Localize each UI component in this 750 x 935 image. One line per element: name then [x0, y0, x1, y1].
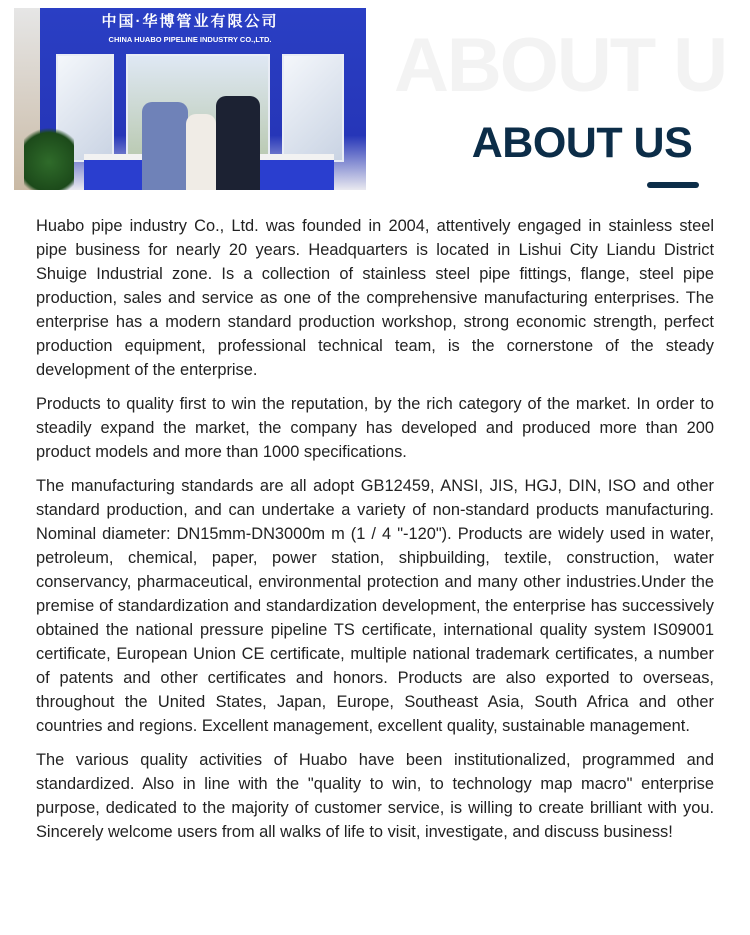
title-underline	[647, 182, 699, 188]
person	[216, 96, 260, 190]
about-text	[36, 214, 714, 854]
paragraph: Products to quality first to win the reputation, by the rich category of the market. In order to steadily expand the market, the company has developed and produced more than 200 product models and more than 1000 specifications.	[36, 395, 714, 461]
booth-sign-english: CHINA HUABO PIPELINE INDUSTRY CO.,LTD.	[108, 35, 272, 44]
paragraph: The manufacturing standards are all adopt GB12459, ANSI, JIS, HGJ, DIN, ISO and other standard production, and can undertake a variety of non-standard products manufacturing. Nominal diameter: DN15mm-DN3000m m (1 / 4 "-120"). Products are widely used in water, petroleum, chemical, paper, power station, shipbuilding, textile, construction, water conservancy, pharmaceutical, environmental protection and many other industries.Under the premise of standardization and standardization development, the enterprise has successively obtained the national pressure pipeline TS certificate, international quality system IS09001 certificate, European Union CE certificate, multiple national trademark certificates, a number of patents and other certificates and honors. Products are also exported to overseas, throughout the United States, Japan, Europe, Southeast Asia, South Africa and other countries and regions. Excellent management, excellent quality, sustainable management.	[36, 477, 714, 735]
paragraph: Huabo pipe industry Co., Ltd. was founded in 2004, attentively engaged in stainless steel pipe business for nearly 20 years. Headquarters is located in Lishui City Liandu District Shuige Industrial zone. Is a collection of stainless steel pipe fittings, flange, steel pipe production, sales and service as one of the comprehensive manufacturing enterprises. The enterprise has a modern standard production workshop, strong economic strength, perfect production equipment, professional technical team, is the cornerstone of the steady development of the enterprise.	[36, 217, 714, 379]
exhibition-booth-photo	[14, 8, 366, 190]
ghost-heading-background: ABOUT U	[394, 23, 727, 108]
plant	[24, 120, 74, 190]
paragraph: The various quality activities of Huabo have been institutionalized, programmed and standardized. Also in line with the "quality to win, to technology map macro" enterprise purpose, dedicated to the majority of customer service, is willing to create brilliant with you. Sincerely welcome users from all walks of life to visit, investigate, and discuss business!	[36, 751, 714, 841]
person	[186, 114, 216, 190]
page-title: ABOUT US	[471, 119, 693, 167]
person	[142, 102, 188, 190]
booth-sign-chinese: 中国·华博管业有限公司	[101, 13, 279, 30]
product-panel-right	[282, 54, 344, 162]
